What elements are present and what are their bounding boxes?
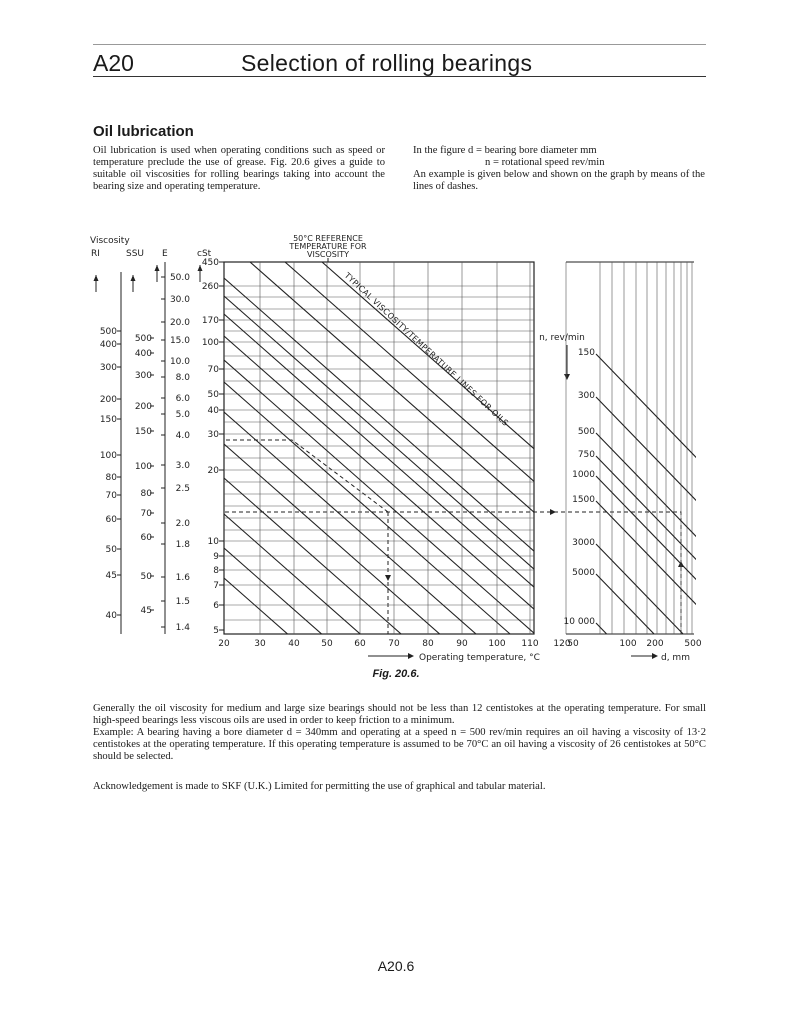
e-tick-label: 1.6 xyxy=(175,573,190,583)
speed-line-label: 5000 xyxy=(572,568,595,578)
speed-line-label: 300 xyxy=(577,391,595,401)
ssu-tick-label: 70 xyxy=(140,509,152,519)
cst-tick-label: 9 xyxy=(213,552,219,562)
viscosity-label: Viscosity xyxy=(90,236,130,246)
temp-tick-label: 110 xyxy=(521,639,539,649)
speed-line-label: 500 xyxy=(577,427,595,437)
example-paragraph xyxy=(93,727,706,763)
ri-tick-label: 200 xyxy=(99,395,117,405)
page-title: Selection of rolling bearings xyxy=(241,50,533,76)
ssu-tick-label: 50 xyxy=(140,572,152,582)
temp-tick-label: 60 xyxy=(354,639,366,649)
definition-n: n = rotational speed rev/min xyxy=(485,157,605,168)
ri-tick-label: 500 xyxy=(99,327,117,337)
temp-tick-label: 80 xyxy=(422,639,434,649)
ri-tick-label: 150 xyxy=(99,415,117,425)
e-tick-label: 5.0 xyxy=(175,410,190,420)
ssu-tick-label: 80 xyxy=(140,489,152,499)
e-tick-label: 1.8 xyxy=(175,540,190,550)
temp-tick-label: 100 xyxy=(488,639,506,649)
notes-block xyxy=(93,703,706,763)
chapter-code: A20 xyxy=(93,50,134,76)
chart-title-line: TEMPERATURE FOR xyxy=(289,242,367,251)
cst-tick-label: 20 xyxy=(207,466,219,476)
temp-tick-label: 50 xyxy=(321,639,333,649)
e-tick-label: 1.4 xyxy=(175,623,190,633)
scale-label-ssu: SSU xyxy=(126,249,145,259)
definition-d: In the figure d = bearing bore diameter mm xyxy=(413,145,597,156)
speed-line-label: 1500 xyxy=(572,495,595,505)
ri-tick-label: 50 xyxy=(105,545,117,555)
ssu-tick-label: 150 xyxy=(134,427,152,437)
page-number: A20.6 xyxy=(377,958,415,974)
speed-line xyxy=(596,623,716,700)
oil-line xyxy=(224,478,644,700)
scale-label-cst: cSt xyxy=(197,249,212,259)
speed-line-label: 750 xyxy=(577,450,595,460)
note-paragraph: Generally the oil viscosity for medium and large size bearings should not be less than 12 centistokes at the operating temperature. For small high-speed bearings less viscous oils are used in order to keep friction to a minimum. xyxy=(93,703,706,726)
ri-tick-label: 45 xyxy=(105,571,117,581)
e-tick-label: 10.0 xyxy=(169,357,190,367)
chart-title-line: VISCOSITY xyxy=(306,250,350,259)
scale-arrowhead xyxy=(131,275,136,281)
speed-line-label: 1000 xyxy=(572,470,595,480)
figure-caption: Fig. 20.6. xyxy=(372,668,420,680)
e-tick-label: 4.0 xyxy=(175,431,190,441)
diameter-tick-label: 200 xyxy=(646,639,664,649)
temp-tick-label: 40 xyxy=(288,639,300,649)
d-axis-arrowhead xyxy=(652,653,658,659)
scale-label-ri: RI xyxy=(91,249,100,259)
cst-tick-label: 7 xyxy=(213,581,219,591)
ri-tick-label: 100 xyxy=(99,451,117,461)
e-tick-label: 30.0 xyxy=(169,295,190,305)
example-path-ref xyxy=(224,440,388,512)
oil-line xyxy=(250,262,670,632)
cst-tick-label: 50 xyxy=(207,390,219,400)
ri-tick-label: 80 xyxy=(105,473,117,483)
cst-tick-label: 100 xyxy=(201,338,219,348)
oil-line xyxy=(322,262,742,632)
section-heading: Oil lubrication xyxy=(93,123,194,140)
speed-arrowhead xyxy=(564,374,570,380)
e-tick-label: 50.0 xyxy=(169,273,190,283)
example-label: Example: xyxy=(93,727,134,738)
e-tick-label: 3.0 xyxy=(175,461,190,471)
example-note: An example is given below and shown on the graph by means of the lines of dashes. xyxy=(413,169,705,192)
ri-tick-label: 70 xyxy=(105,491,117,501)
e-tick-label: 15.0 xyxy=(169,336,190,346)
speed-line-label: 3000 xyxy=(572,538,595,548)
temp-tick-label: 120 xyxy=(553,639,571,649)
temp-tick-label: 90 xyxy=(456,639,468,649)
ssu-tick-label: 100 xyxy=(134,462,152,472)
cst-tick-label: 30 xyxy=(207,430,219,440)
ri-tick-label: 60 xyxy=(105,515,117,525)
e-tick-label: 2.5 xyxy=(175,484,190,494)
diameter-axis-label: d, mm xyxy=(661,653,690,663)
e-tick-label: 8.0 xyxy=(175,373,190,383)
e-tick-label: 2.0 xyxy=(175,519,190,529)
e-tick-label: 20.0 xyxy=(169,318,190,328)
intro-left-paragraph: Oil lubrication is used when operating conditions such as speed or temperature preclude the use of grease. Fig. 20.6 gives a guide to suitable oil viscosities for rolling bearings taking into account the bearing size and operating temperature. xyxy=(93,145,385,192)
oil-line xyxy=(285,262,705,632)
scale-arrowhead xyxy=(155,265,160,271)
e-tick-label: 1.5 xyxy=(175,597,190,607)
ssu-tick-label: 200 xyxy=(134,402,152,412)
speed-label: n, rev/min xyxy=(539,333,585,343)
ssu-tick-label: 500 xyxy=(134,334,152,344)
cst-tick-label: 260 xyxy=(201,282,219,292)
cst-tick-label: 40 xyxy=(207,406,219,416)
temp-tick-label: 70 xyxy=(388,639,400,649)
example-arrowhead xyxy=(550,509,556,515)
diameter-tick-label: 100 xyxy=(619,639,637,649)
scale-label-e: E xyxy=(162,249,168,259)
x-axis-label: Operating temperature, °C xyxy=(419,653,540,663)
ri-tick-label: 400 xyxy=(99,340,117,350)
scale-arrowhead xyxy=(94,275,99,281)
speed-line-label: 10 000 xyxy=(563,617,595,627)
e-tick-label: 6.0 xyxy=(175,394,190,404)
oil-lines-label: TYPICAL VISCOSITY/TEMPERATURE LINES FOR OILS xyxy=(342,270,511,428)
temperature-grid-frame xyxy=(224,262,534,634)
cst-tick-label: 450 xyxy=(201,258,219,268)
ssu-tick-label: 400 xyxy=(134,349,152,359)
cst-tick-label: 170 xyxy=(201,316,219,326)
cst-tick-label: 70 xyxy=(207,365,219,375)
cst-tick-label: 5 xyxy=(213,626,219,636)
temp-tick-label: 20 xyxy=(218,639,230,649)
speed-line-label: 150 xyxy=(577,348,595,358)
temp-tick-label: 30 xyxy=(254,639,266,649)
chart-title-line: 50°C REFERENCE xyxy=(293,234,363,243)
ssu-tick-label: 300 xyxy=(134,371,152,381)
acknowledgement: Acknowledgement is made to SKF (U.K.) Limited for permitting the use of graphical and tabular material. xyxy=(93,781,546,792)
ssu-tick-label: 60 xyxy=(140,533,152,543)
cst-tick-label: 6 xyxy=(213,601,219,611)
ri-tick-label: 300 xyxy=(99,363,117,373)
speed-line xyxy=(596,456,716,580)
example-text: A bearing having a bore diameter d = 340mm and operating at a speed n = 500 rev/min requires an oil having a viscosity of 13·2 centistokes at the operating temperature. If this operating temperature is assumed to be 70°C an oil having a viscosity of 26 centistokes at 50°C should be selected. xyxy=(93,727,706,762)
cst-tick-label: 10 xyxy=(207,537,219,547)
ssu-tick-label: 45 xyxy=(140,606,152,616)
diameter-tick-label: 50 xyxy=(567,639,579,649)
x-axis-arrowhead xyxy=(408,653,414,659)
ri-tick-label: 40 xyxy=(105,611,117,621)
diameter-tick-label: 500 xyxy=(684,639,702,649)
example-arrowhead xyxy=(385,575,391,581)
cst-tick-label: 8 xyxy=(213,566,219,576)
